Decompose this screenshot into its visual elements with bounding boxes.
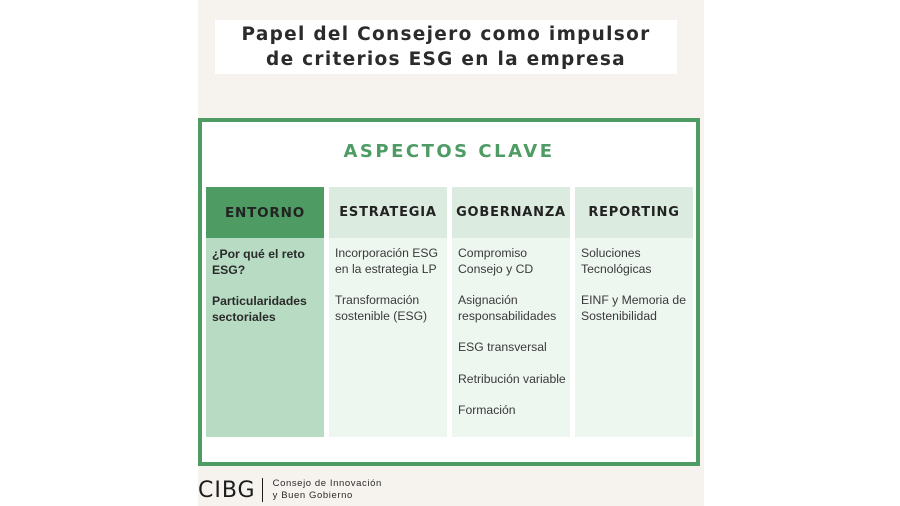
- brand-tagline: [273, 478, 382, 502]
- page-title: [215, 20, 677, 74]
- column-body: [575, 238, 693, 437]
- title-line-1: Papel del Consejero como impulsor: [241, 24, 651, 45]
- cibg-logo: CIBG: [198, 477, 256, 503]
- logo-divider: [262, 478, 263, 502]
- aspects-card: [198, 118, 700, 466]
- column-reporting: [575, 187, 693, 437]
- list-item: Particularidades sectoriales: [212, 294, 307, 324]
- list-item: Transformación sostenible (ESG): [335, 293, 428, 323]
- column-entorno: [206, 187, 324, 437]
- footer-brand: [198, 474, 382, 506]
- column-gobernanza: [452, 187, 570, 437]
- card-heading: ASPECTOS CLAVE: [343, 141, 555, 162]
- list-item: Incorporación ESG en la estrategia LP: [335, 246, 438, 276]
- tagline-line-2: y Buen Gobierno: [272, 490, 353, 501]
- column-body: [329, 238, 447, 437]
- column-header: ENTORNO: [206, 187, 324, 238]
- list-item: ¿Por qué el reto ESG?: [212, 247, 305, 277]
- column-body: [206, 238, 324, 437]
- list-item: Soluciones Tecnológicas: [581, 246, 652, 276]
- list-item: EINF y Memoria de Sostenibilidad: [581, 293, 686, 323]
- title-line-2: de criterios ESG en la empresa: [266, 49, 626, 70]
- list-item: Compromiso Consejo y CD: [458, 246, 534, 276]
- list-item: ESG transversal: [458, 340, 547, 354]
- list-item: Retribución variable: [458, 371, 566, 386]
- list-item: Formación: [458, 403, 516, 417]
- column-header: GOBERNANZA: [452, 187, 570, 238]
- column-header: ESTRATEGIA: [329, 187, 447, 238]
- column-estrategia: [329, 187, 447, 437]
- column-body: [452, 238, 570, 437]
- column-header: REPORTING: [575, 187, 693, 238]
- list-item: Asignación responsabilidades: [458, 293, 557, 323]
- tagline-line-1: Consejo de Innovación: [272, 478, 382, 489]
